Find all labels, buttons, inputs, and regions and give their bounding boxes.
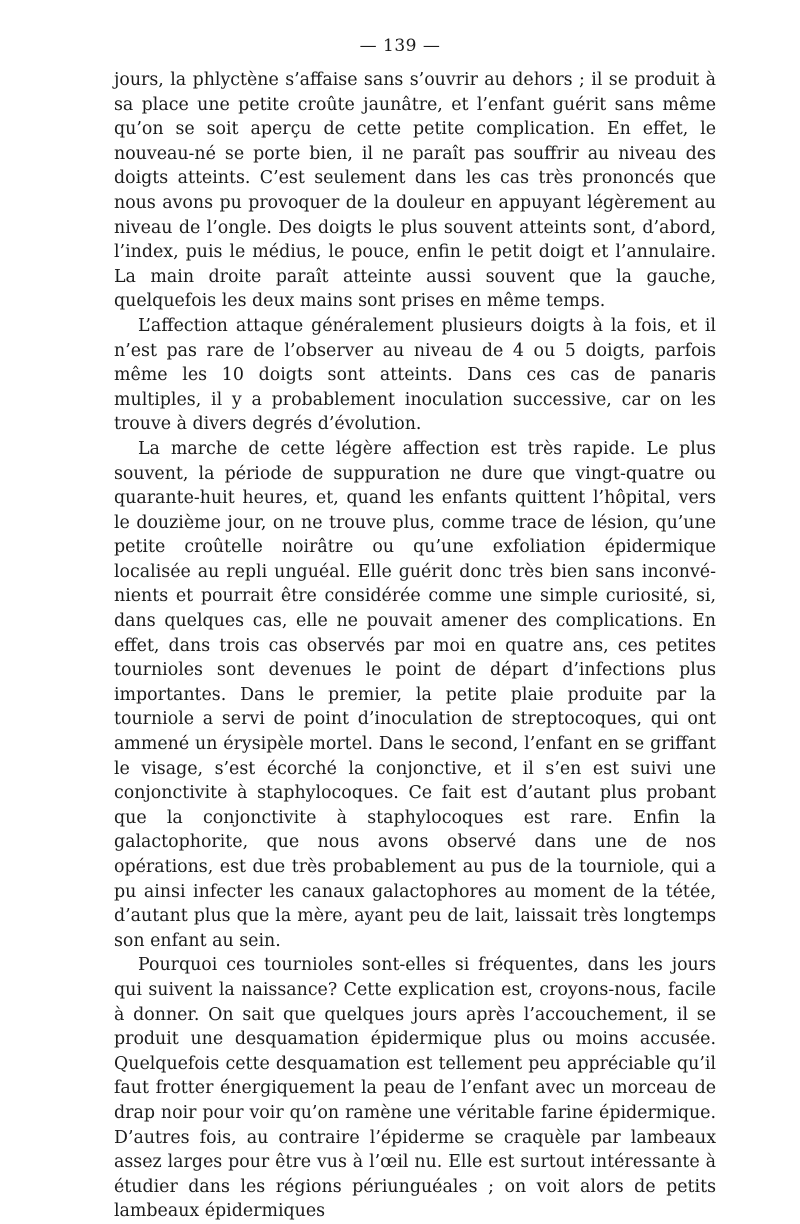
page-number: — 139 — xyxy=(359,36,441,56)
paragraph-2: L’affection attaque généralement plusieurs doigts à la fois, et il n’est pas rare de l’observer au niveau de 4 ou 5 doigts, parfois même les 10 doigts sont atteints. Dans ces cas de panaris multiples, il y a probablement inoculation successive, car on les trouve à divers degrés d’évolution. xyxy=(114,315,716,435)
paragraph-3: La marche de cette légère affection est très rapide. Le plus souvent, la période de suppuration ne dure que vingt-quatre ou quarante-huit heures, et, quand les enfants quittent l’hôpital, vers le douzième jour, on ne trouve plus, comme trace de lésion, qu’une petite croûtelle noirâtre ou qu’une exfoliation épidermique localisée au repli unguéal. Elle guérit donc très bien sans inconvénients et pourrait être considérée comme une simple curiosité, si, dans quelques cas, elle ne pouvait amener des complications. En effet, dans trois cas observés par moi en quatre ans, ces petites tournioles sont devenues le point de départ d’infections plus importantes. Dans le premier, la petite plaie produite par la tourniole a servi de point d’inoculation de streptocoques, qui ont ammené un érysipèle mortel. Dans le second, l’enfant en se griffant le visage, s’est écorché la conjonctive, et il s’en est suivi une conjonctivite à staphylocoques. Ce fait est d’autant plus probant que la conjonctivite à staphylocoques est rare. Enfin la galactophorite, que nous avons observé dans une de nos opérations, est due très probablement au pus de la tourniole, qui a pu ainsi infecter les canaux galactophores au moment de la tétée, d’autant plus que la mère, ayant peu de lait, laissait très longtemps son enfant au sein. xyxy=(114,438,716,951)
body-text xyxy=(114,68,716,1224)
paragraph-1: jours, la phlyctène s’affaise sans s’ouvrir au dehors ; il se produit à sa place une petite croûte jaunâtre, et l’enfant guérit sans même qu’on se soit aperçu de cette petite complication. En effet, le nouveau-né se porte bien, il ne paraît pas souffrir au niveau des doigts atteints. C’est seulement dans les cas très prononcés que nous avons pu provoquer de la douleur en appuyant légèrement au niveau de l’ongle. Des doigts le plus souvent atteints sont, d’abord, l’index, puis le médius, le pouce, enfin le petit doigt et l’annulaire. La main droite paraît atteinte aussi souvent que la gauche, quelquefois les deux mains sont prises en même temps. xyxy=(114,70,716,312)
paragraph-4: Pourquoi ces tournioles sont-elles si fréquentes, dans les jours qui suivent la naissance? Cette explication est, croyons-nous, facile à donner. On sait que quelques jours après l’accouchement, il se produit une desquamation épidermique plus ou moins accusée. Quelquefois cette desquamation est tellement peu appréciable qu’il faut frotter énergiquement la peau de l’enfant avec un morceau de drap noir pour voir qu’on ramène une véritable farine épidermique. D’autres fois, au contraire l’épiderme se craquèle par lambeaux assez larges pour être vus à l’œil nu. Elle est surtout intéressante à étudier dans les régions périunguéales ; on voit alors de petits lambeaux épidermiques xyxy=(114,955,716,1222)
